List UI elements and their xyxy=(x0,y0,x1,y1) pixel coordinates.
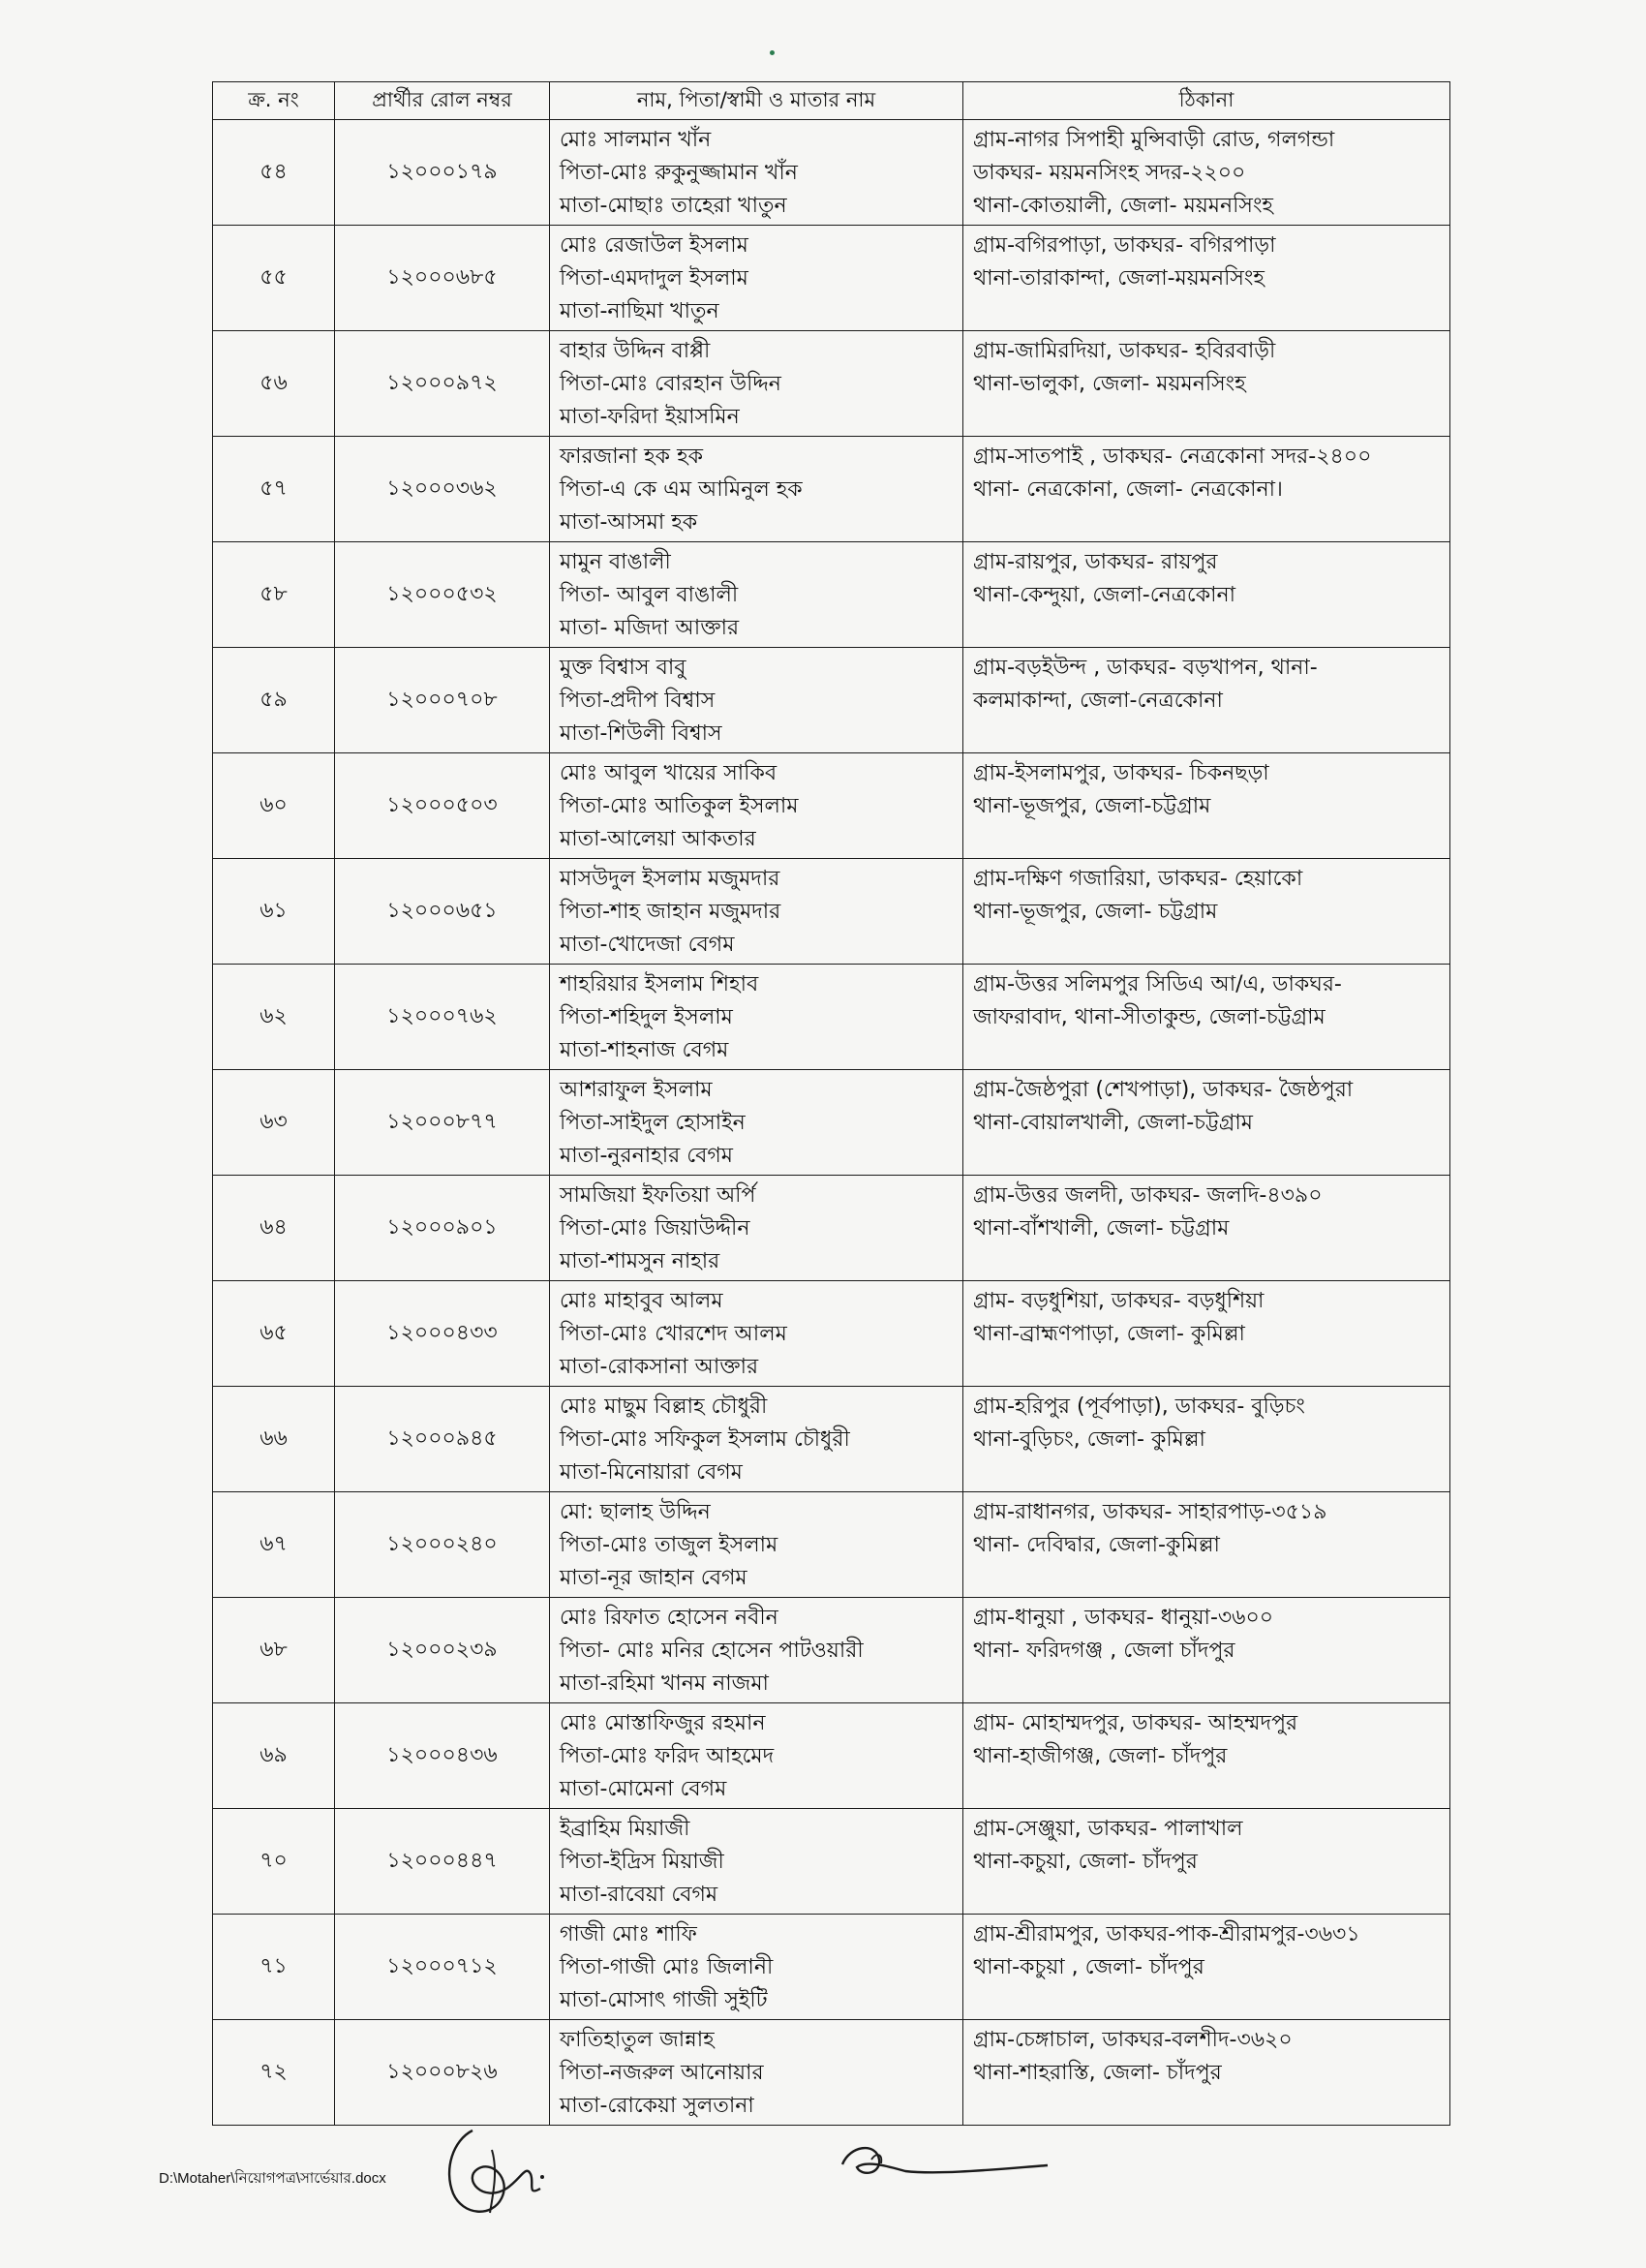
father-name: পিতা-সাইদুল হোসাইন xyxy=(560,1111,746,1135)
mother-name: মাতা-মোসাৎ গাজী সুইটি xyxy=(560,1988,768,2012)
roll-number-cell: ১২০০০৩৬২ xyxy=(335,437,550,542)
mother-name: মাতা-নাছিমা খাতুন xyxy=(560,299,719,323)
serial-cell: ৬৮ xyxy=(213,1598,335,1703)
father-name: পিতা- মোঃ মনির হোসেন পাটওয়ারী xyxy=(560,1639,864,1663)
table-row xyxy=(213,226,1450,331)
serial-cell: ৭১ xyxy=(213,1915,335,2020)
address-line: থানা- ফরিদগঞ্জ , জেলা চাঁদপুর xyxy=(973,1639,1235,1663)
table-row xyxy=(213,1598,1450,1703)
roll-number-cell: ১২০০০৯৪৫ xyxy=(335,1387,550,1492)
address-line: ডাকঘর- ময়মনসিংহ সদর-২২০০ xyxy=(973,161,1246,185)
serial-cell: ৫৮ xyxy=(213,542,335,648)
candidate-table xyxy=(212,81,1450,2126)
address-line: গ্রাম- মোহাম্মদপুর, ডাকঘর- আহম্মদপুর xyxy=(973,1711,1298,1735)
table-row xyxy=(213,1809,1450,1915)
candidate-name: সামজিয়া ইফতিয়া অর্পি xyxy=(560,1183,756,1208)
roll-number-cell: ১২০০০৮২৬ xyxy=(335,2020,550,2126)
serial-cell: ৭০ xyxy=(213,1809,335,1915)
candidate-name: মোঃ রিফাত হোসেন নবীন xyxy=(560,1606,778,1630)
address-cell xyxy=(963,1598,1450,1703)
mother-name: মাতা-মোছাঃ তাহেরা খাতুন xyxy=(560,194,787,218)
names-cell xyxy=(550,331,963,437)
address-cell xyxy=(963,1070,1450,1176)
names-cell xyxy=(550,437,963,542)
table-row xyxy=(213,2020,1450,2126)
table-row xyxy=(213,1070,1450,1176)
table-header-row xyxy=(213,82,1450,120)
father-name: পিতা-শহিদুল ইসলাম xyxy=(560,1005,733,1029)
address-line: গ্রাম- বড়ধুশিয়া, ডাকঘর- বড়ধুশিয়া xyxy=(973,1289,1265,1313)
ink-dot xyxy=(770,50,775,55)
table-row xyxy=(213,331,1450,437)
table-row xyxy=(213,437,1450,542)
candidate-name: মোঃ সালমান খাঁন xyxy=(560,128,712,152)
serial-cell: ৬৪ xyxy=(213,1176,335,1281)
mother-name: মাতা-ফরিদা ইয়াসমিন xyxy=(560,405,740,429)
address-cell xyxy=(963,542,1450,648)
signature-left xyxy=(434,2121,560,2227)
address-line: গ্রাম-জৈষ্ঠপুরা (শেখপাড়া), ডাকঘর- জৈষ্ঠপুরা xyxy=(973,1078,1354,1102)
address-line: থানা-বোয়ালখালী, জেলা-চট্টগ্রাম xyxy=(973,1111,1253,1135)
address-line: গ্রাম-হরিপুর (পূর্বপাড়া), ডাকঘর- বুড়িচং xyxy=(973,1395,1305,1419)
file-path: D:\Motaher\নিয়োগপত্র\সার্ভেয়ার.docx xyxy=(159,2170,386,2187)
candidate-name: মোঃ মাছুম বিল্লাহ চৌধুরী xyxy=(560,1395,768,1419)
table-row xyxy=(213,1915,1450,2020)
address-line: থানা-বুড়িচং, জেলা- কুমিল্লা xyxy=(973,1427,1205,1452)
mother-name: মাতা-মোমেনা বেগম xyxy=(560,1777,727,1801)
names-cell xyxy=(550,1703,963,1809)
serial-cell: ৭২ xyxy=(213,2020,335,2126)
roll-number-cell: ১২০০০৫৩২ xyxy=(335,542,550,648)
header-roll: প্রার্থীর রোল নম্বর xyxy=(335,82,550,120)
names-cell xyxy=(550,1492,963,1598)
serial-cell: ৫৬ xyxy=(213,331,335,437)
mother-name: মাতা-খোদেজা বেগম xyxy=(560,933,735,957)
table-row xyxy=(213,1492,1450,1598)
serial-cell: ৫৯ xyxy=(213,648,335,753)
address-cell xyxy=(963,2020,1450,2126)
address-line: থানা-ভূজপুর, জেলা- চট্টগ্রাম xyxy=(973,900,1218,924)
father-name: পিতা-নজরুল আনোয়ার xyxy=(560,2061,764,2085)
address-line: গ্রাম-উত্তর জলদী, ডাকঘর- জলদি-৪৩৯০ xyxy=(973,1183,1323,1208)
candidate-name: ফাতিহাতুল জান্নাহ xyxy=(560,2028,715,2052)
address-line: গ্রাম-চেঙ্গাচাল, ডাকঘর-বলশীদ-৩৬২০ xyxy=(973,2028,1293,2052)
roll-number-cell: ১২০০০২৪০ xyxy=(335,1492,550,1598)
address-cell xyxy=(963,648,1450,753)
address-line: গ্রাম-রায়পুর, ডাকঘর- রায়পুর xyxy=(973,550,1218,574)
mother-name: মাতা- মজিদা আক্তার xyxy=(560,616,740,640)
names-cell xyxy=(550,1387,963,1492)
candidate-name: মোঃ মোস্তাফিজুর রহমান xyxy=(560,1711,766,1735)
mother-name: মাতা-মিনোয়ারা বেগম xyxy=(560,1460,743,1485)
names-cell xyxy=(550,859,963,965)
roll-number-cell: ১২০০০৯৭২ xyxy=(335,331,550,437)
address-line: গ্রাম-নাগর সিপাহী মুন্সিবাড়ী রোড, গলগন্ডা xyxy=(973,128,1335,152)
candidate-name: বাহার উদ্দিন বাপ্পী xyxy=(560,339,711,363)
candidate-name: ইব্রাহিম মিয়াজী xyxy=(560,1817,690,1841)
address-line: থানা-ব্রাহ্মণপাড়া, জেলা- কুমিল্লা xyxy=(973,1322,1245,1346)
father-name: পিতা-মোঃ বোরহান উদ্দিন xyxy=(560,372,781,396)
address-line: থানা- দেবিদ্বার, জেলা-কুমিল্লা xyxy=(973,1533,1220,1557)
header-names: নাম, পিতা/স্বামী ও মাতার নাম xyxy=(550,82,963,120)
address-line: থানা-ভূজপুর, জেলা-চট্টগ্রাম xyxy=(973,794,1211,818)
names-cell xyxy=(550,1176,963,1281)
roll-number-cell: ১২০০০১৭৯ xyxy=(335,120,550,226)
header-serial: ক্র. নং xyxy=(213,82,335,120)
address-line: থানা-কেন্দুয়া, জেলা-নেত্রকোনা xyxy=(973,583,1236,607)
names-cell xyxy=(550,1281,963,1387)
father-name: পিতা- আবুল বাঙালী xyxy=(560,583,739,607)
names-cell xyxy=(550,226,963,331)
father-name: পিতা-শাহ জাহান মজুমদার xyxy=(560,900,781,924)
address-line: গ্রাম-শ্রীরামপুর, ডাকঘর-পাক-শ্রীরামপুর-৩৬৩১ xyxy=(973,1922,1360,1946)
names-cell xyxy=(550,1598,963,1703)
candidate-name: গাজী মোঃ শাফি xyxy=(560,1922,697,1946)
serial-cell: ৫৫ xyxy=(213,226,335,331)
serial-cell: ৫৭ xyxy=(213,437,335,542)
serial-cell: ৬৩ xyxy=(213,1070,335,1176)
address-line: গ্রাম-উত্তর সলিমপুর সিডিএ আ/এ, ডাকঘর- xyxy=(973,972,1342,996)
table-row xyxy=(213,1703,1450,1809)
mother-name: মাতা-নূর জাহান বেগম xyxy=(560,1566,747,1590)
names-cell xyxy=(550,2020,963,2126)
table-row xyxy=(213,648,1450,753)
father-name: পিতা-এ কে এম আমিনুল হক xyxy=(560,477,803,502)
table-row xyxy=(213,1176,1450,1281)
names-cell xyxy=(550,648,963,753)
address-line: থানা-বাঁশখালী, জেলা- চট্টগ্রাম xyxy=(973,1216,1230,1241)
serial-cell: ৬২ xyxy=(213,965,335,1070)
father-name: পিতা-মোঃ জিয়াউদ্দীন xyxy=(560,1216,750,1241)
serial-cell: ৬৬ xyxy=(213,1387,335,1492)
candidate-name: মুক্ত বিশ্বাস বাবু xyxy=(560,656,686,680)
address-line: থানা-কোতয়ালী, জেলা- ময়মনসিংহ xyxy=(973,194,1273,218)
names-cell xyxy=(550,1809,963,1915)
roll-number-cell: ১২০০০৪৩৩ xyxy=(335,1281,550,1387)
address-cell xyxy=(963,120,1450,226)
mother-name: মাতা-রোকেয়া সুলতানা xyxy=(560,2094,754,2118)
address-cell xyxy=(963,965,1450,1070)
address-line: থানা-শাহরাস্তি, জেলা- চাঁদপুর xyxy=(973,2061,1222,2085)
table-row xyxy=(213,1281,1450,1387)
serial-cell: ৬৫ xyxy=(213,1281,335,1387)
address-line: গ্রাম-জামিরদিয়া, ডাকঘর- হবিরবাড়ী xyxy=(973,339,1276,363)
roll-number-cell: ১২০০০৭০৮ xyxy=(335,648,550,753)
address-line: গ্রাম-বগিরপাড়া, ডাকঘর- বগিরপাড়া xyxy=(973,233,1276,258)
mother-name: মাতা-শামসুন নাহার xyxy=(560,1249,720,1273)
roll-number-cell: ১২০০০৬৫১ xyxy=(335,859,550,965)
address-cell xyxy=(963,1703,1450,1809)
father-name: পিতা-মোঃ আতিকুল ইসলাম xyxy=(560,794,799,818)
address-cell xyxy=(963,859,1450,965)
address-line: গ্রাম-বড়ইউন্দ , ডাকঘর- বড়খাপন, থানা- xyxy=(973,656,1318,680)
names-cell xyxy=(550,120,963,226)
candidate-name: মামুন বাঙালী xyxy=(560,550,671,574)
mother-name: মাতা-নুরনাহার বেগম xyxy=(560,1144,734,1168)
address-line: থানা-তারাকান্দা, জেলা-ময়মনসিংহ xyxy=(973,266,1265,291)
mother-name: মাতা-রোকসানা আক্তার xyxy=(560,1355,759,1379)
header-address: ঠিকানা xyxy=(963,82,1450,120)
father-name: পিতা-প্রদীপ বিশ্বাস xyxy=(560,689,716,713)
candidate-name: মোঃ আবুল খায়ের সাকিব xyxy=(560,761,777,785)
names-cell xyxy=(550,1915,963,2020)
address-cell xyxy=(963,1915,1450,2020)
table-row xyxy=(213,859,1450,965)
address-line: গ্রাম-ইসলামপুর, ডাকঘর- চিকনছড়া xyxy=(973,761,1269,785)
address-line: কলমাকান্দা, জেলা-নেত্রকোনা xyxy=(973,689,1223,713)
table-body xyxy=(213,120,1450,2126)
candidate-name: আশরাফুল ইসলাম xyxy=(560,1078,713,1102)
address-cell xyxy=(963,226,1450,331)
roll-number-cell: ১২০০০৮৭৭ xyxy=(335,1070,550,1176)
table-row xyxy=(213,542,1450,648)
mother-name: মাতা-আসমা হক xyxy=(560,510,698,535)
candidate-name: মোঃ রেজাউল ইসলাম xyxy=(560,233,748,258)
candidate-name: শাহরিয়ার ইসলাম শিহাব xyxy=(560,972,759,996)
table-row xyxy=(213,753,1450,859)
serial-cell: ৬০ xyxy=(213,753,335,859)
names-cell xyxy=(550,753,963,859)
father-name: পিতা-ইদ্রিস মিয়াজী xyxy=(560,1850,724,1874)
address-line: থানা-ভালুকা, জেলা- ময়মনসিংহ xyxy=(973,372,1246,396)
address-line: থানা-কচুয়া , জেলা- চাঁদপুর xyxy=(973,1955,1204,1979)
address-cell xyxy=(963,753,1450,859)
signature-right xyxy=(833,2130,1055,2189)
roll-number-cell: ১২০০০৫০৩ xyxy=(335,753,550,859)
mother-name: মাতা-রহিমা খানম নাজমা xyxy=(560,1671,769,1696)
father-name: পিতা-মোঃ তাজুল ইসলাম xyxy=(560,1533,778,1557)
father-name: পিতা-গাজী মোঃ জিলানী xyxy=(560,1955,774,1979)
address-line: গ্রাম-সেঞ্জুয়া, ডাকঘর- পালাখাল xyxy=(973,1817,1243,1841)
names-cell xyxy=(550,965,963,1070)
address-line: গ্রাম-দক্ষিণ গজারিয়া, ডাকঘর- হেয়াকো xyxy=(973,867,1303,891)
mother-name: মাতা-রাবেয়া বেগম xyxy=(560,1883,718,1907)
address-cell xyxy=(963,1387,1450,1492)
roll-number-cell: ১২০০০৭১২ xyxy=(335,1915,550,2020)
roll-number-cell: ১২০০০৪৩৬ xyxy=(335,1703,550,1809)
father-name: পিতা-মোঃ খোরশেদ আলম xyxy=(560,1322,787,1346)
roll-number-cell: ১২০০০৬৮৫ xyxy=(335,226,550,331)
candidate-name: মো: ছালাহ উদ্দিন xyxy=(560,1500,711,1524)
roll-number-cell: ১২০০০৭৬২ xyxy=(335,965,550,1070)
address-cell xyxy=(963,1809,1450,1915)
address-line: থানা-কচুয়া, জেলা- চাঁদপুর xyxy=(973,1850,1198,1874)
father-name: পিতা-এমদাদুল ইসলাম xyxy=(560,266,748,291)
father-name: পিতা-মোঃ রুকুনুজ্জামান খাঁন xyxy=(560,161,798,185)
roll-number-cell: ১২০০০৪৪৭ xyxy=(335,1809,550,1915)
address-line: জাফরাবাদ, থানা-সীতাকুন্ড, জেলা-চট্টগ্রাম xyxy=(973,1005,1326,1029)
mother-name: মাতা-শাহনাজ বেগম xyxy=(560,1038,729,1062)
address-line: গ্রাম-সাতপাই , ডাকঘর- নেত্রকোনা সদর-২৪০০ xyxy=(973,444,1372,469)
table-row xyxy=(213,120,1450,226)
address-line: থানা-হাজীগঞ্জ, জেলা- চাঁদপুর xyxy=(973,1744,1228,1768)
address-cell xyxy=(963,1492,1450,1598)
mother-name: মাতা-আলেয়া আকতার xyxy=(560,827,756,851)
table-row xyxy=(213,965,1450,1070)
roll-number-cell: ১২০০০২৩৯ xyxy=(335,1598,550,1703)
serial-cell: ৬৯ xyxy=(213,1703,335,1809)
address-cell xyxy=(963,1176,1450,1281)
father-name: পিতা-মোঃ ফরিদ আহমেদ xyxy=(560,1744,775,1768)
address-line: থানা- নেত্রকোনা, জেলা- নেত্রকোনা। xyxy=(973,477,1283,502)
names-cell xyxy=(550,1070,963,1176)
roll-number-cell: ১২০০০৯০১ xyxy=(335,1176,550,1281)
names-cell xyxy=(550,542,963,648)
table-row xyxy=(213,1387,1450,1492)
address-cell xyxy=(963,1281,1450,1387)
serial-cell: ৬১ xyxy=(213,859,335,965)
candidate-name: ফারজানা হক হক xyxy=(560,444,704,469)
address-line: গ্রাম-ধানুয়া , ডাকঘর- ধানুয়া-৩৬০০ xyxy=(973,1606,1274,1630)
serial-cell: ৬৭ xyxy=(213,1492,335,1598)
serial-cell: ৫৪ xyxy=(213,120,335,226)
candidate-name: মাসউদুল ইসলাম মজুমদার xyxy=(560,867,780,891)
address-line: গ্রাম-রাধানগর, ডাকঘর- সাহারপাড়-৩৫১৯ xyxy=(973,1500,1327,1524)
mother-name: মাতা-শিউলী বিশ্বাস xyxy=(560,721,722,746)
address-cell xyxy=(963,331,1450,437)
candidate-name: মোঃ মাহাবুব আলম xyxy=(560,1289,723,1313)
address-cell xyxy=(963,437,1450,542)
father-name: পিতা-মোঃ সফিকুল ইসলাম চৌধুরী xyxy=(560,1427,850,1452)
